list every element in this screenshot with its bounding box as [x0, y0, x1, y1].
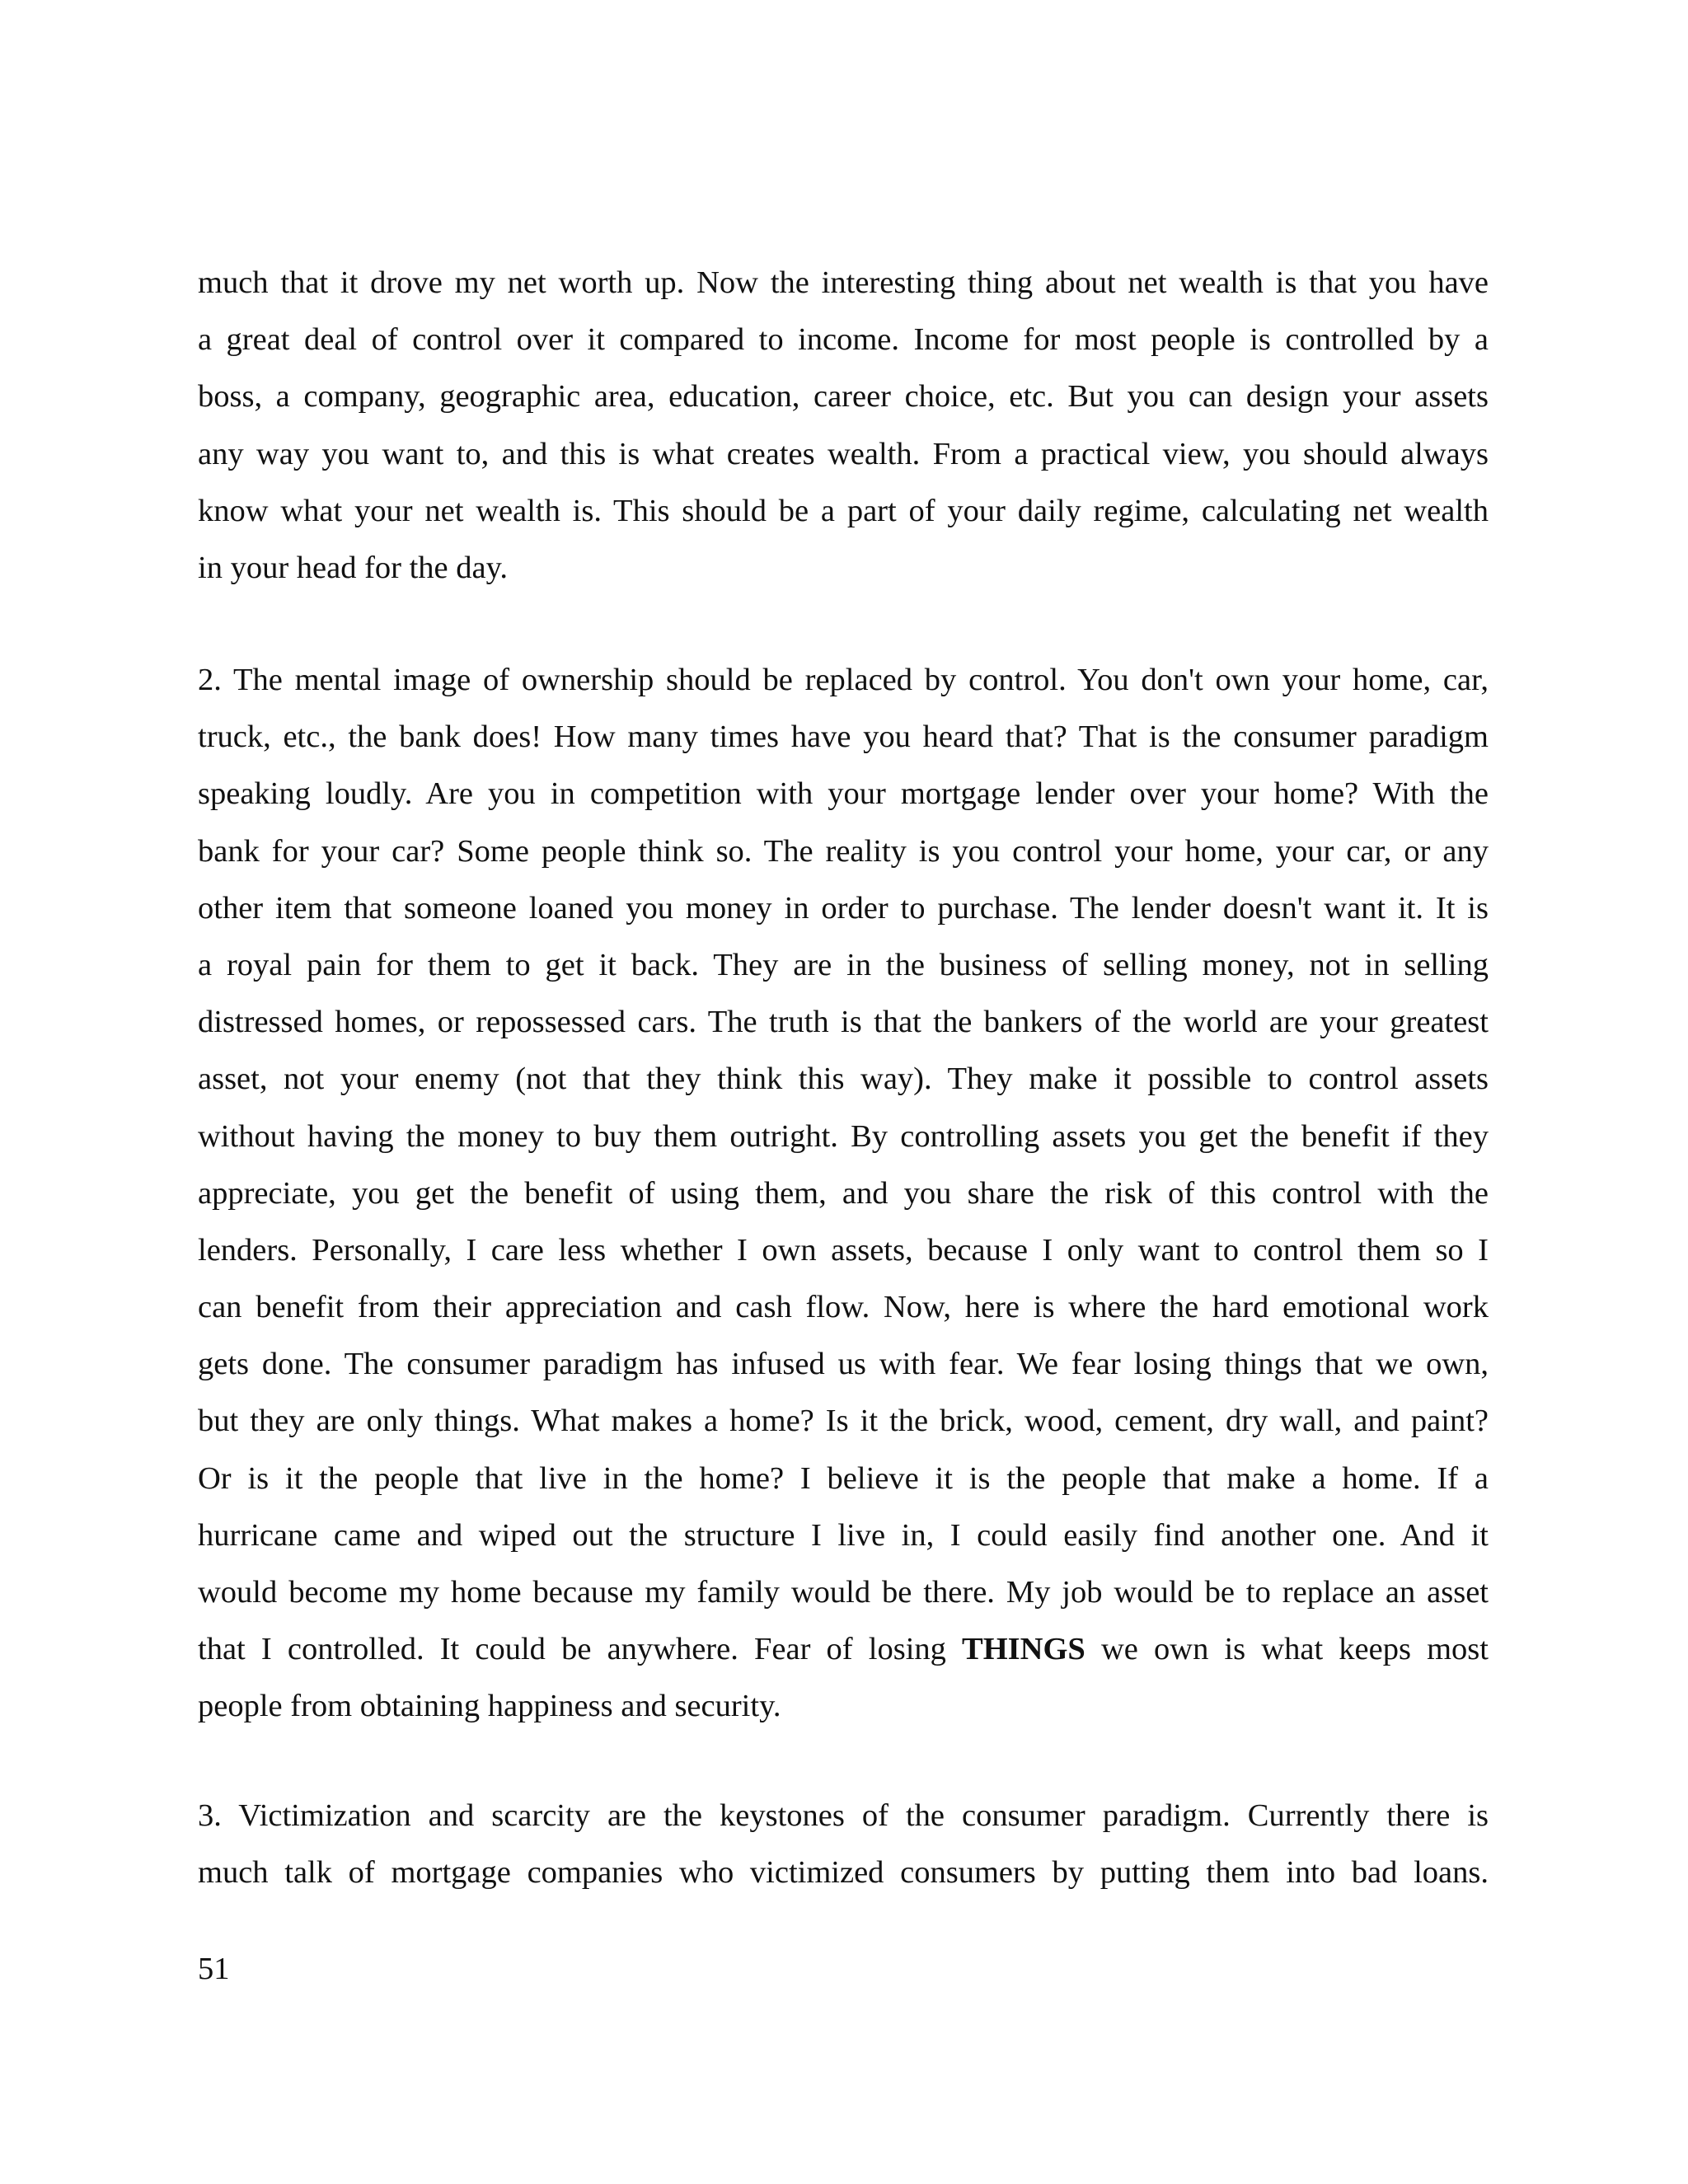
paragraph-line: speaking loudly. Are you in competition with your mortgage lender over your home? With the [198, 776, 1489, 812]
paragraph-line: would become my home because my family would be there. My job would be to replace an asset [198, 1575, 1489, 1610]
paragraph-line: without having the money to buy them outright. By controlling assets you get the benefit if they [198, 1118, 1489, 1154]
paragraph-line: but they are only things. What makes a home? Is it the brick, wood, cement, dry wall, and paint? [198, 1404, 1489, 1439]
paragraph-line: lenders. Personally, I care less whether I own assets, because I only want to control them so I [198, 1232, 1489, 1268]
paragraph-2 [198, 652, 1489, 1736]
page-number: 51 [198, 1952, 230, 1986]
paragraph-line: gets done. The consumer paradigm has infused us with fear. We fear losing things that we own, [198, 1347, 1489, 1382]
paragraph-line: hurricane came and wiped out the structure I live in, I could easily find another one. And it [198, 1517, 1489, 1553]
paragraph-3 [198, 1788, 1489, 1901]
paragraph-line: Or is it the people that live in the home? I believe it is the people that make a home. If a [198, 1460, 1489, 1496]
text-segment: we own is what keeps most [1085, 1632, 1489, 1667]
paragraph-line: can benefit from their appreciation and cash flow. Now, here is where the hard emotional work [198, 1290, 1489, 1325]
paragraph-line: a royal pain for them to get it back. They are in the business of selling money, not in selling [198, 947, 1489, 982]
paragraph-line: distressed homes, or repossessed cars. The truth is that the bankers of the world are your greatest [198, 1005, 1489, 1040]
paragraph-1 [198, 255, 1489, 597]
paragraph-line: a great deal of control over it compared to income. Income for most people is controlled by a [198, 322, 1489, 358]
emphasized-word: THINGS [962, 1632, 1085, 1667]
paragraph-line: people from obtaining happiness and security. [198, 1689, 781, 1724]
paragraph-line: much that it drove my net worth up. Now the interesting thing about net wealth is that you have [198, 265, 1489, 300]
paragraph-line-with-emphasis [198, 1621, 1489, 1678]
paragraph-line: truck, etc., the bank does! How many times have you heard that? That is the consumer paradigm [198, 719, 1489, 755]
paragraph-line: in your head for the day. [198, 550, 508, 585]
paragraph-line: bank for your car? Some people think so. The reality is you control your home, your car, or any [198, 833, 1489, 869]
paragraph-line: much talk of mortgage companies who victimized consumers by putting them into bad loans. [198, 1855, 1489, 1891]
paragraph-line: 2. The mental image of ownership should be replaced by control. You don't own your home, car, [198, 663, 1489, 697]
paragraph-line: 3. Victimization and scarcity are the keystones of the consumer paradigm. Currently there is [198, 1798, 1489, 1833]
paragraph-line: appreciate, you get the benefit of using them, and you share the risk of this control with the [198, 1175, 1489, 1211]
text-segment: that I controlled. It could be anywhere. Fear of losing [198, 1632, 963, 1667]
paragraph-line: asset, not your enemy (not that they think this way). They make it possible to control assets [198, 1062, 1489, 1097]
paragraph-line: any way you want to, and this is what creates wealth. From a practical view, you should always [198, 436, 1489, 471]
paragraph-line: boss, a company, geographic area, education, career choice, etc. But you can design your assets [198, 379, 1489, 415]
paragraph-line: know what your net wealth is. This should be a part of your daily regime, calculating net wealth [198, 493, 1489, 528]
paragraph-line: other item that someone loaned you money in order to purchase. The lender doesn't want it. It is [198, 890, 1489, 926]
